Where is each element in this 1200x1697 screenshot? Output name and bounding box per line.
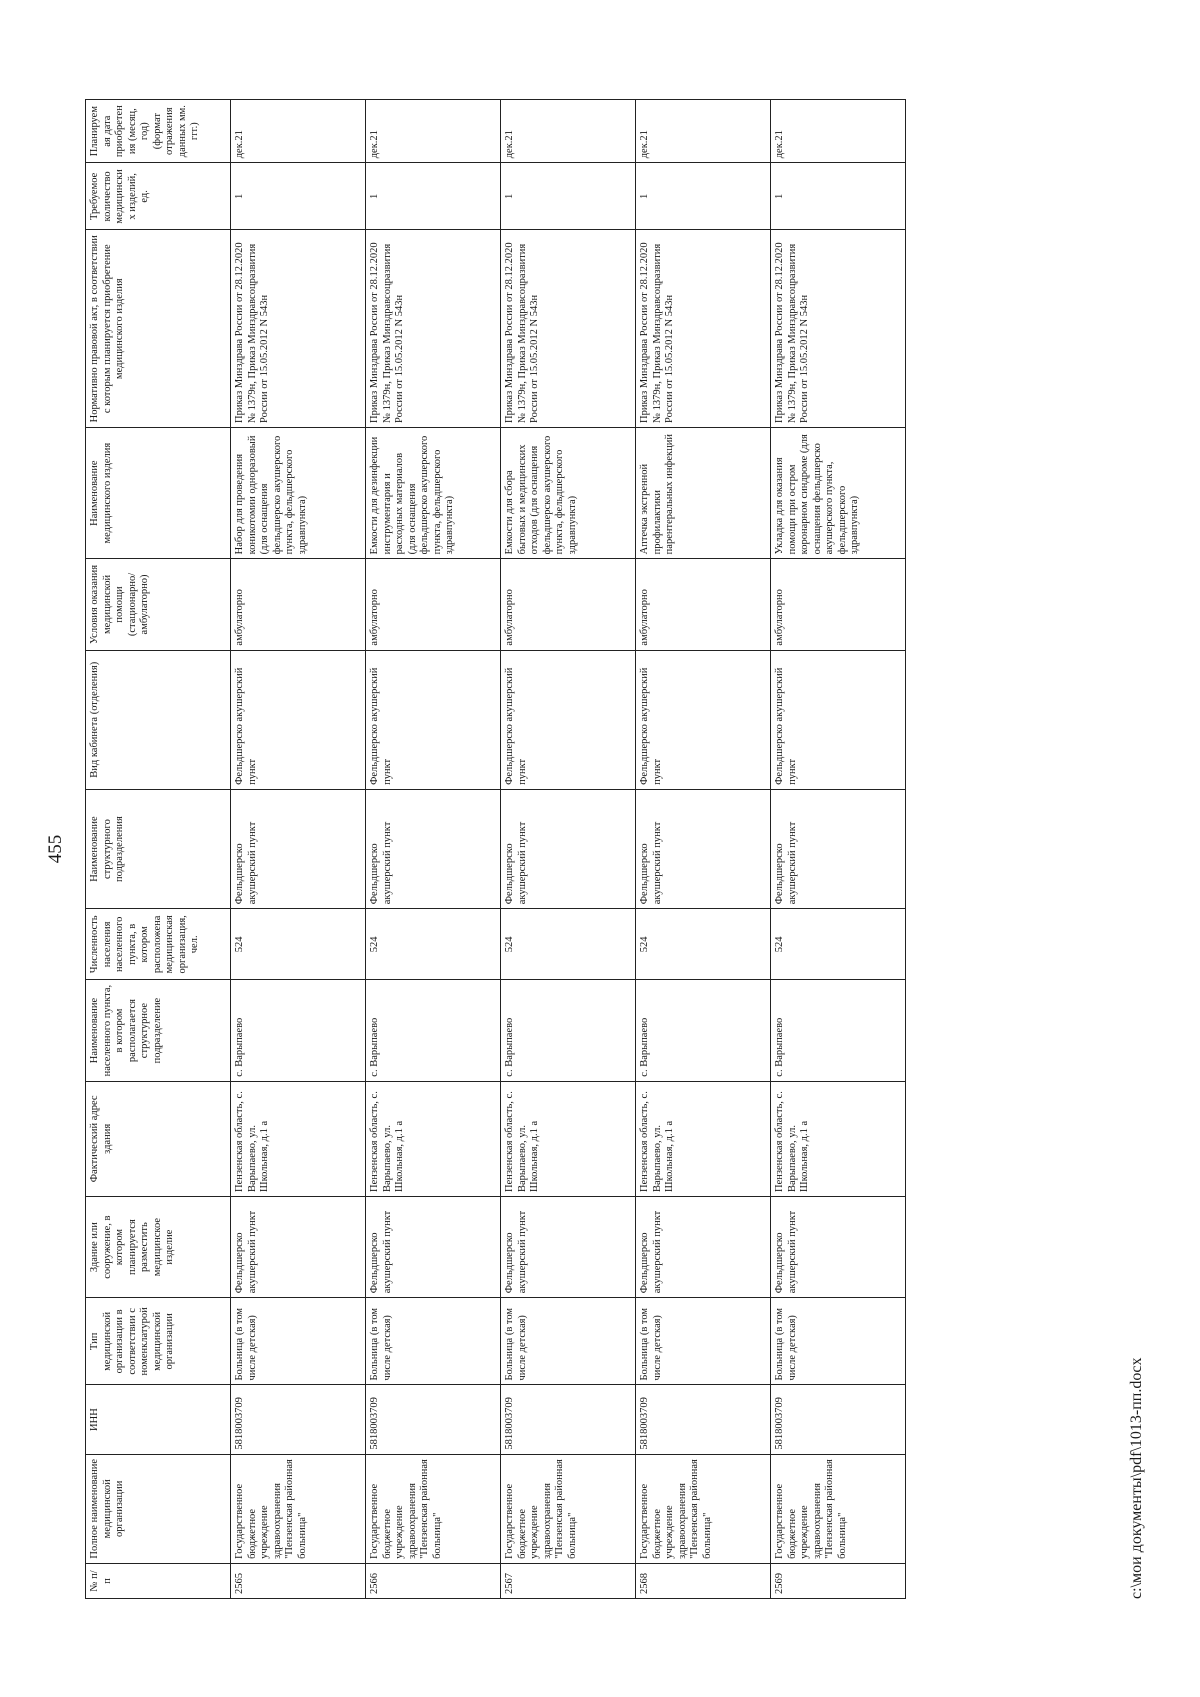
cell-type: Больница (в том числе детская) — [771, 1297, 906, 1384]
cell-num: 2569 — [771, 1563, 906, 1598]
cell-type: Больница (в том числе детская) — [501, 1297, 636, 1384]
cell-cabinet: Фельдшерско акушерский пункт — [771, 650, 906, 789]
cell-type: Больница (в том числе детская) — [231, 1297, 366, 1384]
cell-population: 524 — [501, 908, 636, 979]
rotated-sheet — [0, 44, 1200, 1654]
cell-locality: с. Варыпаево — [231, 979, 366, 1080]
table-row — [366, 99, 501, 1598]
header-building: Здание или сооружение, в котором планируется разместить медицинское изделие — [86, 1196, 231, 1297]
header-locality: Наименование населенного пункта, в котором располагается структурное подразделение — [86, 979, 231, 1080]
table-row — [501, 99, 636, 1598]
header-device: Наименование медицинского изделия — [86, 427, 231, 558]
header-date: Планируемая дата приобретения (месяц, год) (формат отражения данных мм. ггг.) — [86, 99, 231, 162]
table-row — [636, 99, 771, 1598]
cell-inn: 5818003709 — [636, 1384, 771, 1453]
cell-address: Пензенская область, с. Варыпаево, ул. Школьная, д.1 а — [501, 1081, 636, 1196]
header-act: Нормативно правовой акт, в соответствии с которым планируется приобретение медицинского изделия — [86, 229, 231, 427]
cell-building: Фельдшерско акушерский пункт — [636, 1196, 771, 1297]
footer-file-path: c:\мои документы\pdf\1013-пп.docx — [1128, 1357, 1145, 1599]
cell-conditions: амбулаторно — [501, 558, 636, 649]
cell-inn: 5818003709 — [366, 1384, 501, 1453]
cell-locality: с. Варыпаево — [771, 979, 906, 1080]
header-division: Наименование структурного подразделения — [86, 789, 231, 908]
cell-device: Укладка для оказания помощи при остром коронарном синдроме (для оснащения фельдшерско акушерского пункта, фельдшерского здравпункта) — [771, 427, 906, 558]
cell-inn: 5818003709 — [231, 1384, 366, 1453]
cell-qty: 1 — [231, 162, 366, 229]
page-number: 455 — [45, 834, 66, 863]
cell-device: Емкости для дезинфекции инструментария и расходных материалов (для оснащения фельдшерско акушерского пункта, фельдшерского здравпункта) — [366, 427, 501, 558]
cell-act: Приказ Минздрава России от 28.12.2020 № 1379н, Приказ Минздравсоцразвития России от 15.05.2012 N 543н — [771, 229, 906, 427]
cell-org: Государственное бюджетное учреждение здравоохранения "Пензенская районная больница" — [636, 1454, 771, 1563]
cell-population: 524 — [366, 908, 501, 979]
header-inn: ИНН — [86, 1384, 231, 1453]
cell-cabinet: Фельдшерско акушерский пункт — [501, 650, 636, 789]
cell-device: Набор для проведения коникотомии одноразовый (для оснащения фельдшерско акушерского пункта, фельдшерского здравпункта) — [231, 427, 366, 558]
cell-num: 2566 — [366, 1563, 501, 1598]
header-population: Численность населения населенного пункта, в котором расположена медицинская организация, чел. — [86, 908, 231, 979]
cell-population: 524 — [636, 908, 771, 979]
cell-date: дек.21 — [501, 99, 636, 162]
cell-org: Государственное бюджетное учреждение здравоохранения "Пензенская районная больница" — [501, 1454, 636, 1563]
cell-conditions: амбулаторно — [771, 558, 906, 649]
cell-locality: с. Варыпаево — [501, 979, 636, 1080]
cell-act: Приказ Минздрава России от 28.12.2020 № 1379н, Приказ Минздравсоцразвития России от 15.05.2012 N 543н — [636, 229, 771, 427]
cell-population: 524 — [231, 908, 366, 979]
cell-device: Аптечка экстренной профилактики парентеральных инфекций — [636, 427, 771, 558]
table-row — [231, 99, 366, 1598]
cell-address: Пензенская область, с. Варыпаево, ул. Школьная, д.1 а — [771, 1081, 906, 1196]
cell-num: 2568 — [636, 1563, 771, 1598]
cell-date: дек.21 — [231, 99, 366, 162]
header-num: № п/п — [86, 1563, 231, 1598]
cell-population: 524 — [771, 908, 906, 979]
cell-qty: 1 — [366, 162, 501, 229]
cell-address: Пензенская область, с. Варыпаево, ул. Школьная, д.1 а — [366, 1081, 501, 1196]
cell-inn: 5818003709 — [771, 1384, 906, 1453]
cell-num: 2565 — [231, 1563, 366, 1598]
cell-act: Приказ Минздрава России от 28.12.2020 № 1379н, Приказ Минздравсоцразвития России от 15.05.2012 N 543н — [366, 229, 501, 427]
cell-org: Государственное бюджетное учреждение здравоохранения "Пензенская районная больница" — [771, 1454, 906, 1563]
cell-qty: 1 — [501, 162, 636, 229]
cell-division: Фельдшерско акушерский пункт — [501, 789, 636, 908]
cell-qty: 1 — [636, 162, 771, 229]
cell-act: Приказ Минздрава России от 28.12.2020 № 1379н, Приказ Минздравсоцразвития России от 15.05.2012 N 543н — [501, 229, 636, 427]
cell-building: Фельдшерско акушерский пункт — [366, 1196, 501, 1297]
cell-cabinet: Фельдшерско акушерский пункт — [636, 650, 771, 789]
cell-division: Фельдшерско акушерский пункт — [771, 789, 906, 908]
cell-conditions: амбулаторно — [366, 558, 501, 649]
cell-building: Фельдшерско акушерский пункт — [501, 1196, 636, 1297]
equipment-table — [85, 99, 906, 1599]
cell-building: Фельдшерско акушерский пункт — [231, 1196, 366, 1297]
cell-qty: 1 — [771, 162, 906, 229]
cell-date: дек.21 — [771, 99, 906, 162]
cell-division: Фельдшерско акушерский пункт — [231, 789, 366, 908]
cell-org: Государственное бюджетное учреждение здравоохранения "Пензенская районная больница" — [366, 1454, 501, 1563]
header-address: Фактический адрес здания — [86, 1081, 231, 1196]
header-conditions: Условия оказания медицинской помощи (стационарно/ амбулаторно) — [86, 558, 231, 649]
cell-org: Государственное бюджетное учреждение здравоохранения "Пензенская районная больница" — [231, 1454, 366, 1563]
cell-num: 2567 — [501, 1563, 636, 1598]
cell-division: Фельдшерско акушерский пункт — [636, 789, 771, 908]
cell-building: Фельдшерско акушерский пункт — [771, 1196, 906, 1297]
header-org: Полное наименование медицинской организации — [86, 1454, 231, 1563]
header-cabinet: Вид кабинета (отделения) — [86, 650, 231, 789]
cell-date: дек.21 — [636, 99, 771, 162]
cell-conditions: амбулаторно — [636, 558, 771, 649]
cell-conditions: амбулаторно — [231, 558, 366, 649]
cell-inn: 5818003709 — [501, 1384, 636, 1453]
cell-act: Приказ Минздрава России от 28.12.2020 № 1379н, Приказ Минздравсоцразвития России от 15.05.2012 N 543н — [231, 229, 366, 427]
cell-address: Пензенская область, с. Варыпаево, ул. Школьная, д.1 а — [636, 1081, 771, 1196]
header-type: Тип медицинской организации в соответствии с номенклатурой медицинской организации — [86, 1297, 231, 1384]
cell-locality: с. Варыпаево — [366, 979, 501, 1080]
cell-date: дек.21 — [366, 99, 501, 162]
cell-locality: с. Варыпаево — [636, 979, 771, 1080]
cell-device: Емкости для сбора бытовых и медицинских отходов (для оснащения фельдшерско акушерского пункта, фельдшерского здравпункта) — [501, 427, 636, 558]
table-row — [771, 99, 906, 1598]
cell-cabinet: Фельдшерско акушерский пункт — [366, 650, 501, 789]
cell-type: Больница (в том числе детская) — [366, 1297, 501, 1384]
cell-cabinet: Фельдшерско акушерский пункт — [231, 650, 366, 789]
table-header-row — [86, 99, 231, 1598]
cell-address: Пензенская область, с. Варыпаево, ул. Школьная, д.1 а — [231, 1081, 366, 1196]
cell-division: Фельдшерско акушерский пункт — [366, 789, 501, 908]
header-qty: Требуемое количество медицинских изделий, ед. — [86, 162, 231, 229]
cell-type: Больница (в том числе детская) — [636, 1297, 771, 1384]
